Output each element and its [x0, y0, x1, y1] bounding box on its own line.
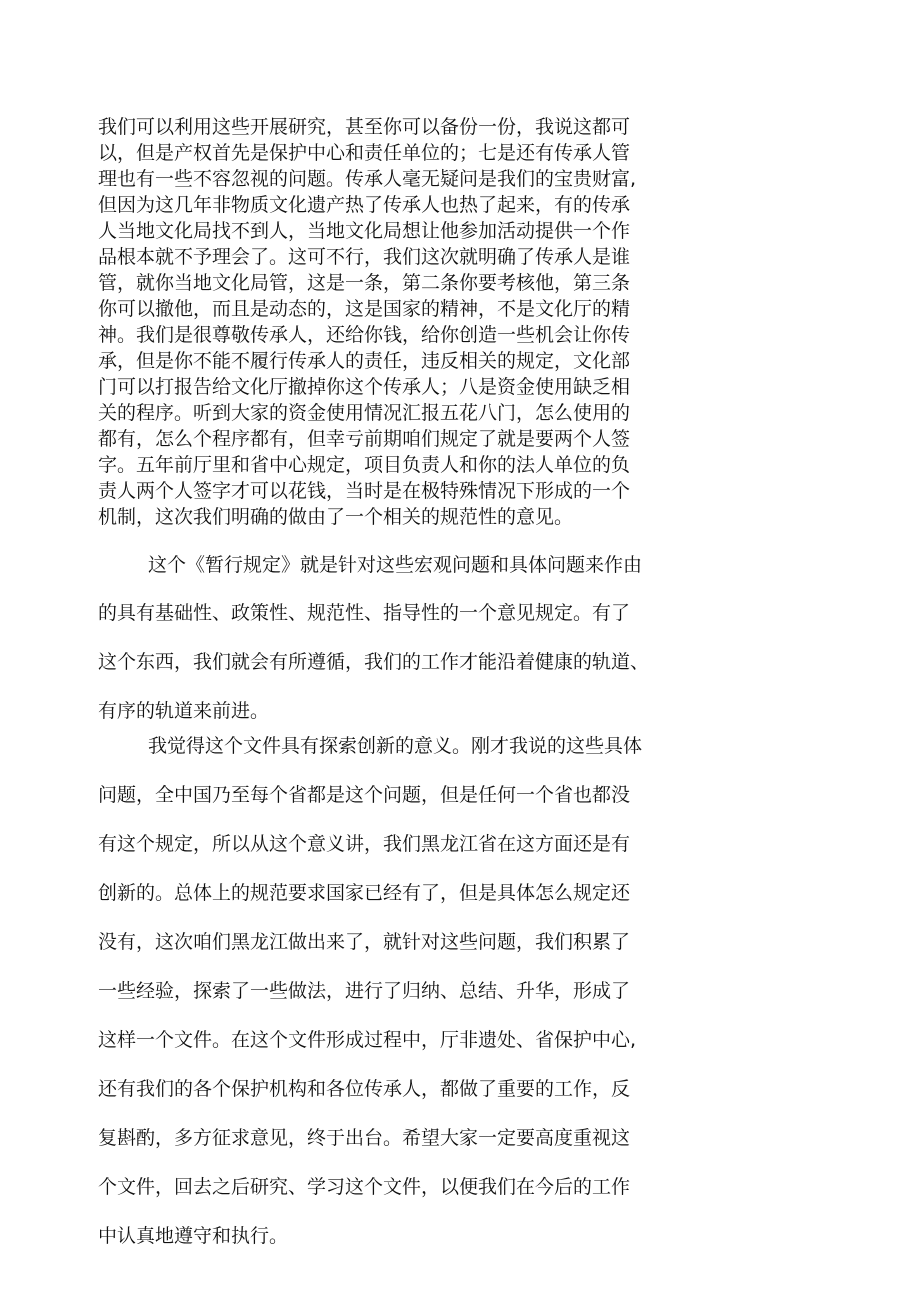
text-line: 责人两个人签字才可以花钱，当时是在极特殊情况下形成的一个 — [98, 480, 631, 502]
text-line: 以，但是产权首先是保护中心和责任单位的；七是还有传承人管 — [98, 142, 631, 164]
text-line: 问题，全中国乃至每个省都是这个问题，但是任何一个省也都没 — [98, 784, 631, 806]
text-line: 复斟酌，多方征求意见，终于出台。希望大家一定要高度重视这 — [98, 1127, 631, 1149]
text-line: 没有，这次咱们黑龙江做出来了，就针对这些问题，我们积累了 — [98, 931, 631, 953]
text-line: 关的程序。听到大家的资金使用情况汇报五花八门，怎么使用的 — [98, 402, 631, 424]
text-line: 创新的。总体上的规范要求国家已经有了，但是具体怎么规定还 — [98, 882, 631, 904]
text-line: 字。五年前厅里和省中心规定，项目负责人和你的法人单位的负 — [98, 454, 631, 476]
text-line: 一些经验，探索了一些做法，进行了归纳、总结、升华，形成了 — [98, 980, 631, 1002]
text-line: 机制，这次我们明确的做由了一个相关的规范性的意见。 — [98, 506, 574, 528]
text-line: 承，但是你不能不履行传承人的责任，违反相关的规定，文化部 — [98, 350, 631, 372]
text-line: 的具有基础性、政策性、规范性、指导性的一个意见规定。有了 — [98, 602, 631, 624]
text-line: 我觉得这个文件具有探索创新的意义。刚才我说的这些具体 — [148, 735, 643, 757]
text-line: 管，就你当地文化局管，这是一条，第二条你要考核他，第三条 — [98, 272, 631, 294]
text-line: 有序的轨道来前进。 — [98, 700, 270, 722]
text-line: 但因为这几年非物质文化遗产热了传承人也热了起来，有的传承 — [98, 194, 631, 216]
text-line: 还有我们的各个保护机构和各位传承人，都做了重要的工作，反 — [98, 1078, 631, 1100]
text-line: 神。我们是很尊敬传承人，还给你钱，给你创造一些机会让你传 — [98, 324, 631, 346]
text-line: 这个《暂行规定》就是针对这些宏观问题和具体问题来作由 — [148, 554, 643, 576]
text-line: 理也有一些不容忽视的问题。传承人毫无疑问是我们的宝贵财富, — [98, 168, 637, 190]
text-line: 门可以打报告给文化厅撤掉你这个传承人；八是资金使用缺乏相 — [98, 376, 631, 398]
text-line: 你可以撤他，而且是动态的，这是国家的精神，不是文化厅的精 — [98, 298, 631, 320]
text-line: 有这个规定，所以从这个意义讲，我们黑龙江省在这方面还是有 — [98, 833, 631, 855]
text-line: 我们可以利用这些开展研究，甚至你可以备份一份，我说这都可 — [98, 116, 631, 138]
text-line: 个文件，回去之后研究、学习这个文件，以便我们在今后的工作 — [98, 1176, 631, 1198]
text-line: 人当地文化局找不到人，当地文化局想让他参加活动提供一个作 — [98, 220, 631, 242]
text-line: 都有，怎么个程序都有，但幸亏前期咱们规定了就是要两个人签 — [98, 428, 631, 450]
text-line: 中认真地遵守和执行。 — [98, 1225, 289, 1247]
text-line: 这样一个文件。在这个文件形成过程中，厅非遗处、省保护中心, — [98, 1029, 637, 1051]
text-line: 这个东西，我们就会有所遵循，我们的工作才能沿着健康的轨道、 — [98, 651, 650, 673]
text-line: 品根本就不予理会了。这可不行，我们这次就明确了传承人是谁 — [98, 246, 631, 268]
